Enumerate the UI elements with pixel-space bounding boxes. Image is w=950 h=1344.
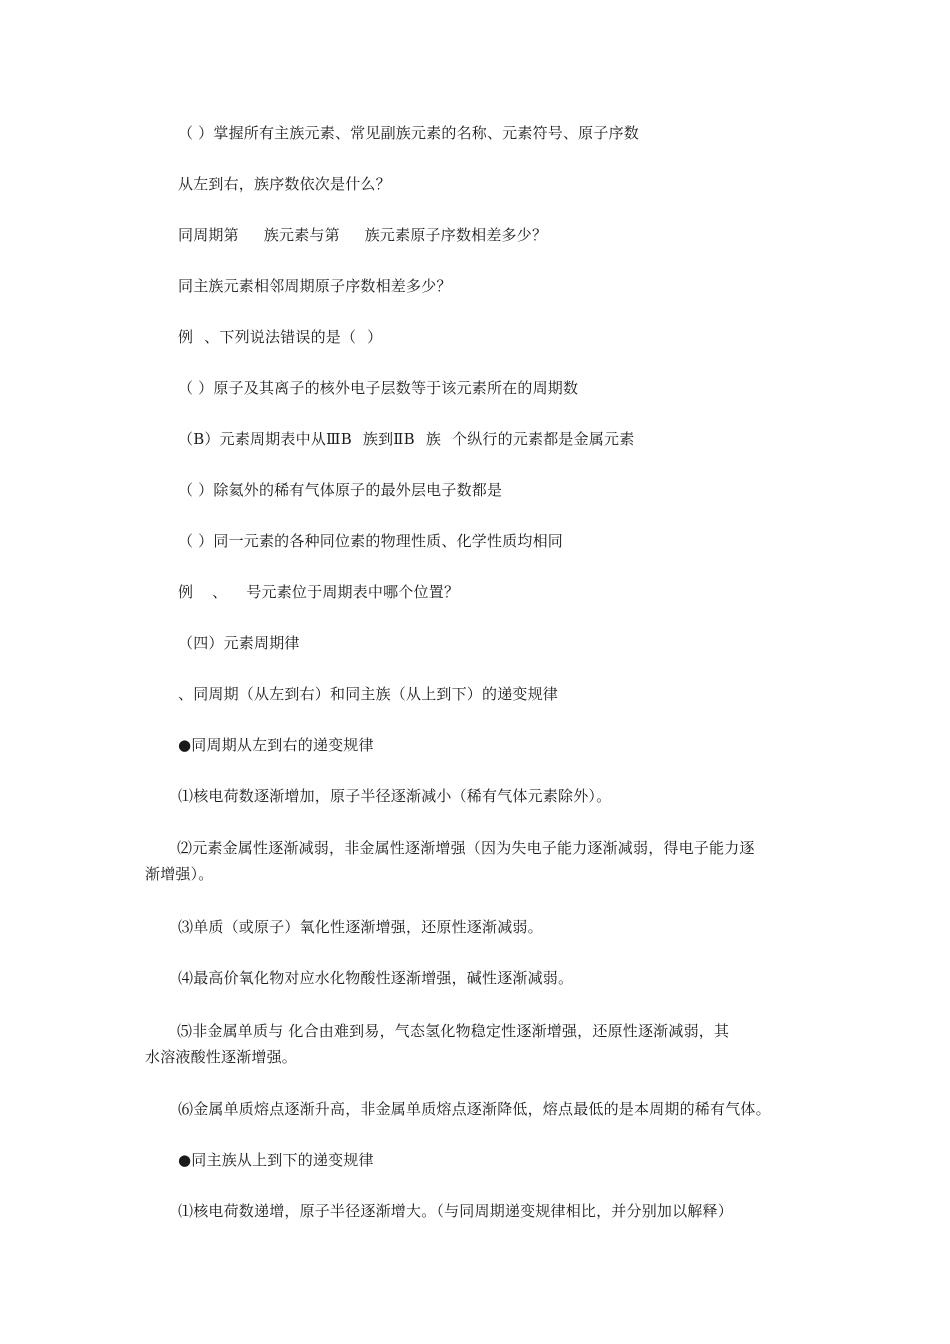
section-heading: （四）元素周期律	[178, 634, 300, 652]
text-line: 例 、下列说法错误的是（ ）	[178, 328, 383, 346]
paragraph-line: 水溶液酸性逐渐增强。	[145, 1048, 298, 1066]
text-line: （ ）除氦外的稀有气体原子的最外层电子数都是	[178, 481, 503, 499]
paragraph-line: 渐增强）。	[145, 865, 214, 883]
text-line: ⑴核电荷数递增，原子半径逐渐增大。（与同周期递变规律相比，并分别加以解释）	[178, 1202, 733, 1220]
text-line: 同主族元素相邻周期原子序数相差多少？	[178, 277, 452, 295]
text-line: （ ）掌握所有主族元素、常见副族元素的名称、元素符号、原子序数	[178, 124, 639, 142]
text-line: 同周期第 族元素与第 族元素原子序数相差多少？	[178, 226, 548, 244]
text-line: （ ）原子及其离子的核外电子层数等于该元素所在的周期数	[178, 379, 579, 397]
bullet-heading: ●同周期从左到右的递变规律	[178, 736, 374, 754]
text-line: 、同周期（从左到右）和同主族（从上到下）的递变规律	[178, 685, 559, 703]
text-line: （B）元素周期表中从ⅢB 族到ⅡB 族 个纵行的元素都是金属元素	[178, 430, 635, 448]
text-line: ⑷最高价氧化物对应水化物酸性逐渐增强，碱性逐渐减弱。	[178, 969, 574, 987]
text-line: ⑴核电荷数逐渐增加，原子半径逐渐减小（稀有气体元素除外）。	[178, 787, 612, 805]
text-line: ⑶单质（或原子）氧化性逐渐增强，还原性逐渐减弱。	[178, 918, 543, 936]
paragraph-line: ⑵元素金属性逐渐减弱，非金属性逐渐增强（因为失电子能力逐渐减弱，得电子能力逐	[177, 839, 755, 857]
text-line: 从左到右，族序数依次是什么？	[178, 175, 391, 193]
text-line: 例 、 号元素位于周期表中哪个位置？	[178, 583, 460, 601]
text-line: ⑹金属单质熔点逐渐升高，非金属单质熔点逐渐降低，熔点最低的是本周期的稀有气体。	[178, 1100, 771, 1118]
text-line: （ ）同一元素的各种同位素的物理性质、化学性质均相同	[178, 532, 563, 550]
bullet-heading: ●同主族从上到下的递变规律	[178, 1151, 374, 1169]
paragraph	[145, 1018, 729, 1070]
paragraph-line: ⑸非金属单质与 化合由难到易，气态氢化物稳定性逐渐增强，还原性逐渐减弱，其	[177, 1022, 730, 1040]
paragraph	[145, 835, 755, 887]
